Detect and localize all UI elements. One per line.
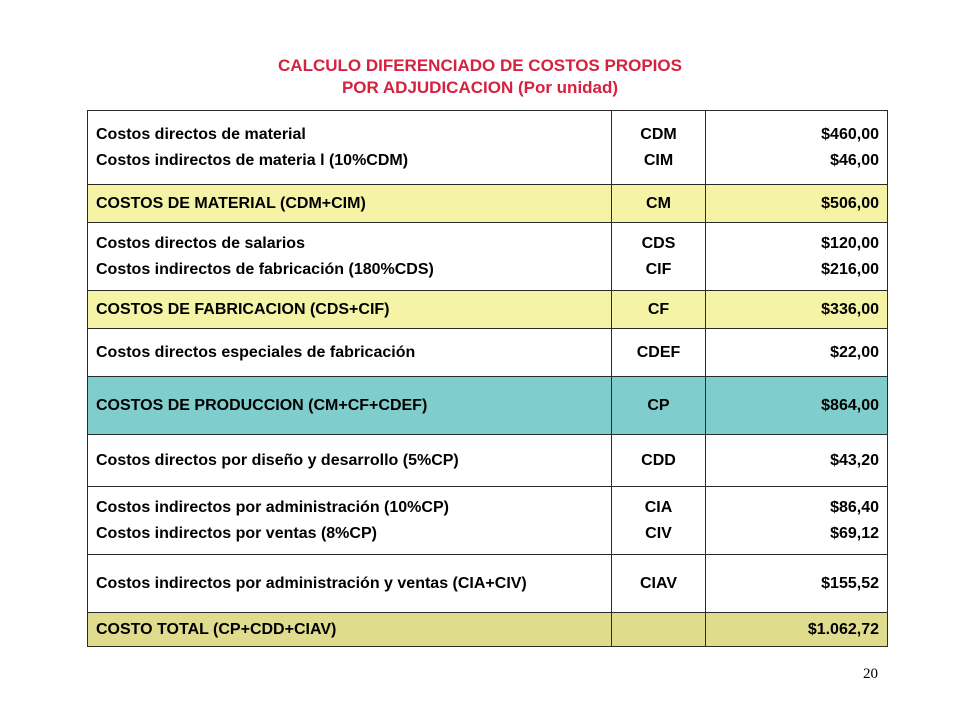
label-cell <box>88 329 612 377</box>
table-row-special-costs <box>88 329 888 377</box>
code-cell <box>612 377 706 435</box>
row-label: Costos indirectos por administración (10%CP) <box>96 498 449 516</box>
row-code: CF <box>647 300 670 318</box>
row-label: Costos indirectos de materia l (10%CDM) <box>96 151 409 169</box>
label-cell <box>88 377 612 435</box>
amount-cell <box>706 555 888 613</box>
code-cell <box>612 223 706 291</box>
row-amount: $216,00 <box>821 260 879 278</box>
code-cell <box>612 555 706 613</box>
row-amount: $460,00 <box>821 125 879 143</box>
amount-cell <box>706 329 888 377</box>
row-code: CIM <box>643 151 674 169</box>
row-label: Costos directos de material <box>96 125 306 143</box>
row-label: Costos directos especiales de fabricación <box>96 343 416 361</box>
row-code: CDEF <box>636 343 681 361</box>
row-label: Costos indirectos de fabricación (180%CDS) <box>96 260 434 278</box>
code-cell <box>612 185 706 223</box>
amount-cell <box>706 377 888 435</box>
amount-cell <box>706 185 888 223</box>
row-amount: $86,40 <box>830 498 879 516</box>
amount-cell <box>706 111 888 185</box>
table-row-production-subtotal <box>88 377 888 435</box>
row-code: CIAV <box>639 574 678 592</box>
label-cell <box>88 613 612 647</box>
row-amount: $46,00 <box>830 151 879 169</box>
row-label: COSTOS DE FABRICACION (CDS+CIF) <box>96 300 390 318</box>
row-code: CDD <box>641 451 676 469</box>
code-cell <box>612 111 706 185</box>
row-code: CIV <box>645 524 672 542</box>
row-amount: $69,12 <box>830 524 879 542</box>
row-amount: $43,20 <box>830 451 879 469</box>
label-cell <box>88 555 612 613</box>
code-cell <box>612 291 706 329</box>
row-code: CDS <box>641 234 676 252</box>
row-amount: $22,00 <box>830 343 879 361</box>
row-amount: $506,00 <box>821 194 879 212</box>
table-row-admin-sales-costs <box>88 487 888 555</box>
row-code: CM <box>646 194 671 212</box>
row-code: CIA <box>644 498 673 516</box>
amount-cell <box>706 223 888 291</box>
table-row-fabrication-subtotal <box>88 291 888 329</box>
code-cell <box>612 329 706 377</box>
label-cell <box>88 487 612 555</box>
table-row-material-costs <box>88 111 888 185</box>
row-label: Costos directos de salarios <box>96 234 305 252</box>
row-code: CIF <box>645 260 672 278</box>
table-row-material-subtotal <box>88 185 888 223</box>
table-row-design-costs <box>88 435 888 487</box>
table-row-salary-costs <box>88 223 888 291</box>
row-label: Costos indirectos por administración y ventas (CIA+CIV) <box>96 574 527 592</box>
row-amount: $120,00 <box>821 234 879 252</box>
row-code: CDM <box>640 125 677 143</box>
page-number: 20 <box>863 666 878 682</box>
row-amount: $1.062,72 <box>807 620 879 638</box>
row-label: Costos indirectos por ventas (8%CP) <box>96 524 377 542</box>
title-line-2: POR ADJUDICACION (Por unidad) <box>341 78 619 97</box>
title-line-1: CALCULO DIFERENCIADO DE COSTOS PROPIOS <box>278 56 682 75</box>
label-cell <box>88 435 612 487</box>
row-code: CP <box>647 396 670 414</box>
row-label: COSTOS DE MATERIAL (CDM+CIM) <box>96 194 366 212</box>
row-label: COSTO TOTAL (CP+CDD+CIAV) <box>96 620 337 638</box>
slide-title <box>0 55 960 99</box>
amount-cell <box>706 435 888 487</box>
table-row-admin-sales-subtotal <box>88 555 888 613</box>
row-amount: $864,00 <box>821 396 879 414</box>
code-cell <box>612 435 706 487</box>
table-row-total-cost <box>88 613 888 647</box>
label-cell <box>88 291 612 329</box>
row-amount: $155,52 <box>821 574 879 592</box>
row-label: Costos directos por diseño y desarrollo (5%CP) <box>96 451 459 469</box>
label-cell <box>88 223 612 291</box>
label-cell <box>88 185 612 223</box>
amount-cell <box>706 487 888 555</box>
code-cell <box>612 487 706 555</box>
row-label: COSTOS DE PRODUCCION (CM+CF+CDEF) <box>96 396 428 414</box>
code-cell <box>612 613 706 647</box>
row-amount: $336,00 <box>821 300 879 318</box>
cost-table <box>87 110 888 647</box>
label-cell <box>88 111 612 185</box>
amount-cell <box>706 291 888 329</box>
amount-cell <box>706 613 888 647</box>
